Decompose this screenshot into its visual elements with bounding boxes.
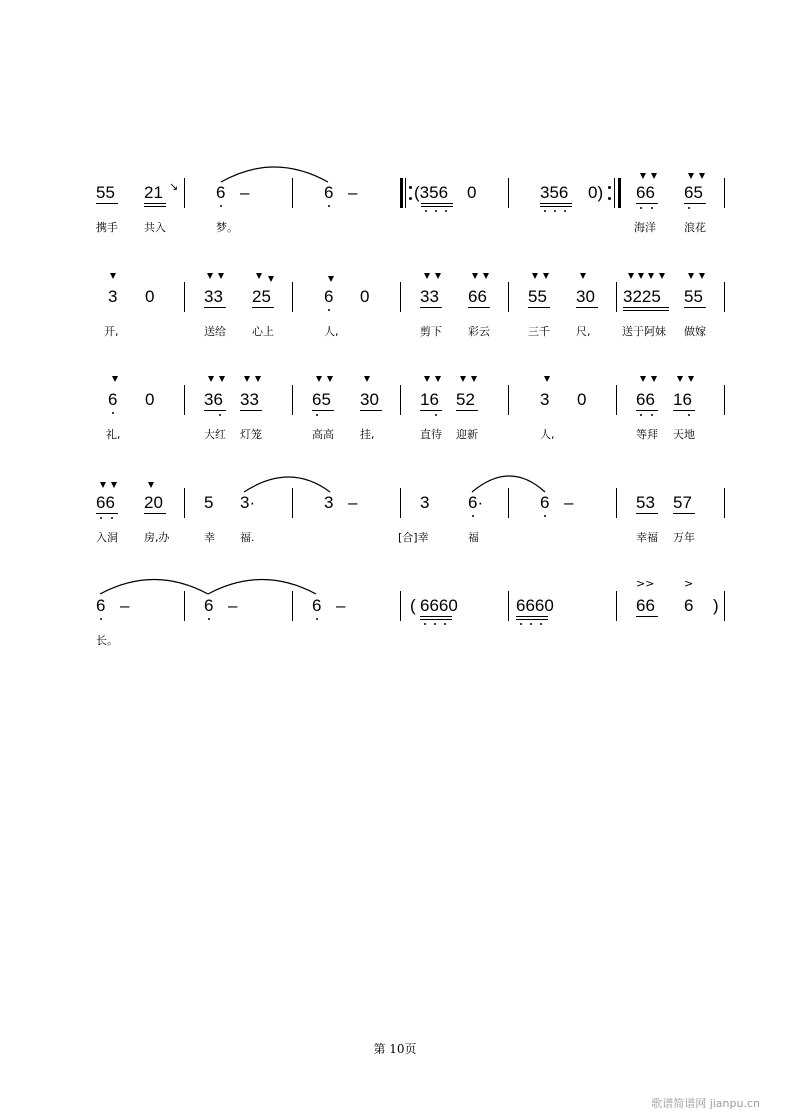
note: 55 <box>528 287 547 306</box>
note: 66 <box>636 390 655 409</box>
accent-mark: >> <box>636 577 655 590</box>
note: 65 <box>684 183 703 202</box>
bracket: ) <box>713 596 719 615</box>
note: 20 <box>144 493 163 512</box>
note: 6 <box>216 183 226 202</box>
note: 3 <box>108 287 118 306</box>
note: 0) <box>588 183 604 202</box>
note: 0 <box>145 287 155 306</box>
lyric: 彩云 <box>468 325 490 338</box>
note: 0 <box>467 183 477 202</box>
lyric: 迎新 <box>456 428 478 441</box>
note: 6 <box>204 596 214 615</box>
lyric: 天地 <box>673 428 695 441</box>
note: 30 <box>576 287 595 306</box>
lyric: 等拜 <box>636 428 658 441</box>
dash: – <box>348 493 358 512</box>
note: 6· <box>468 493 484 512</box>
note: 33 <box>204 287 223 306</box>
lyric: 高高 <box>312 428 334 441</box>
note: 66 <box>636 183 655 202</box>
lyric: 心上 <box>252 325 274 338</box>
note-group: 3225 <box>623 287 661 306</box>
lyric: 做嫁 <box>684 325 706 338</box>
dash: – <box>240 183 250 202</box>
slur <box>244 477 330 492</box>
slur <box>208 580 316 595</box>
note: 3· <box>240 493 256 512</box>
accent-mark: > <box>684 577 694 590</box>
note-group: (356 <box>414 183 449 202</box>
note: 0 <box>360 287 370 306</box>
note-group: 6660 <box>516 596 554 615</box>
note: 66 <box>636 596 655 615</box>
lyric: 长。 <box>96 634 118 647</box>
note-group: 356 <box>540 183 569 202</box>
lyric: 人, <box>324 325 339 338</box>
note: 6 <box>324 287 334 306</box>
note: 55 <box>684 287 703 306</box>
note: 6 <box>324 183 334 202</box>
lyric: 福. <box>240 531 255 544</box>
note: 33 <box>420 287 439 306</box>
lyric: 入洞 <box>96 531 118 544</box>
lyric: [合]幸 <box>398 531 429 544</box>
dash: – <box>336 596 346 615</box>
note: 3 <box>324 493 334 512</box>
note: 55 <box>96 183 115 202</box>
note: 25 <box>252 287 271 306</box>
note: 6 <box>540 493 550 512</box>
note: 66 <box>96 493 115 512</box>
lyric: 尺, <box>576 325 591 338</box>
breath-mark-icon: ↘ <box>169 180 179 193</box>
lyric: 剪下 <box>420 325 442 338</box>
lyric: 三千 <box>528 325 550 338</box>
slur <box>221 167 328 182</box>
note: 52 <box>456 390 475 409</box>
lyric: 礼, <box>106 428 121 441</box>
note: 0 <box>145 390 155 409</box>
note: 0 <box>577 390 587 409</box>
lyric: 挂, <box>360 428 375 441</box>
note: 57 <box>673 493 692 512</box>
lyric: 房,办 <box>144 531 170 544</box>
lyric: 大红 <box>204 428 226 441</box>
dash: – <box>228 596 238 615</box>
note: 65 <box>312 390 331 409</box>
note: 3 <box>540 390 550 409</box>
note: 66 <box>468 287 487 306</box>
lyric: 共入 <box>144 221 166 234</box>
bracket: ( <box>410 596 416 615</box>
page-footer: 第 10页 <box>373 1042 417 1056</box>
lyric: 人, <box>540 428 555 441</box>
lyric: 万年 <box>673 531 695 544</box>
dash: – <box>564 493 574 512</box>
note: 6 <box>108 390 118 409</box>
dash: – <box>120 596 130 615</box>
lyric: 浪花 <box>684 221 706 234</box>
watermark: 歌谱简谱网 jianpu.cn <box>651 1097 760 1110</box>
note-group: 6660 <box>420 596 458 615</box>
lyric: 携手 <box>96 221 118 234</box>
lyric: 送于阿妹 <box>622 325 666 338</box>
note: 21 <box>144 183 163 202</box>
slur <box>472 476 545 492</box>
lyric: 灯笼 <box>240 428 262 441</box>
note: 36 <box>204 390 223 409</box>
lyric: 福 <box>468 531 479 544</box>
note: 6 <box>684 596 694 615</box>
lyric: 送给 <box>204 325 226 338</box>
note: 16 <box>673 390 692 409</box>
dash: – <box>348 183 358 202</box>
note: 33 <box>240 390 259 409</box>
slur <box>100 580 208 595</box>
note: 3 <box>420 493 430 512</box>
note: 6 <box>96 596 106 615</box>
lyric: 幸 <box>204 531 215 544</box>
note: 16 <box>420 390 439 409</box>
note: 30 <box>360 390 379 409</box>
lyric: 梦。 <box>216 221 238 234</box>
lyric: 开, <box>104 325 119 338</box>
lyric: 海洋 <box>634 221 656 234</box>
note: 53 <box>636 493 655 512</box>
lyric: 幸福 <box>636 531 658 544</box>
lyric: 直待 <box>420 428 442 441</box>
note: 5 <box>204 493 214 512</box>
note: 6 <box>312 596 322 615</box>
